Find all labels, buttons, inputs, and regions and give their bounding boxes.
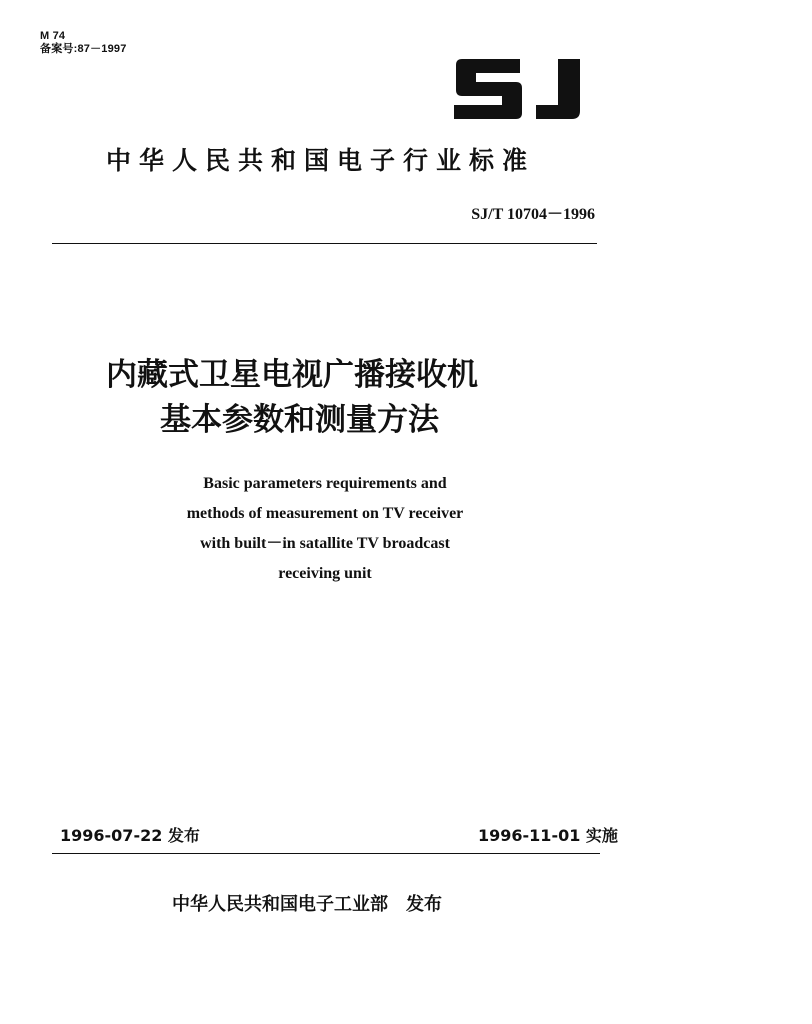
chinese-title-line-1: 内藏式卫星电视广播接收机 <box>106 357 478 393</box>
footer-divider <box>52 853 600 854</box>
publisher-line <box>172 893 442 917</box>
sj-standard-logo <box>450 55 590 123</box>
publisher-action: 发布 <box>406 894 442 915</box>
standard-number: SJ/T 10704－1996 <box>471 206 595 223</box>
sj-logo-j-shape <box>536 59 580 119</box>
english-title-line-1: Basic parameters requirements and <box>203 475 447 492</box>
header-divider <box>52 243 597 244</box>
chinese-title-line-2: 基本参数和测量方法 <box>160 402 439 438</box>
english-title-line-2: methods of measurement on TV receiver <box>186 505 464 522</box>
classification-code: M 74 <box>40 30 66 42</box>
issue-date: 1996-07-22 发布 <box>60 826 200 845</box>
publisher-name: 中华人民共和国电子工业部 <box>172 894 388 915</box>
sj-logo-s-shape <box>454 59 522 119</box>
english-title-line-3: with built－in satallite TV broadcast <box>200 535 450 552</box>
implementation-date: 1996-11-01 实施 <box>478 826 618 845</box>
record-number: 备案号:87－1997 <box>40 43 127 55</box>
standard-category-title: 中华人民共和国电子行业标准 <box>106 146 536 175</box>
english-title-line-4: receiving unit <box>278 565 372 582</box>
